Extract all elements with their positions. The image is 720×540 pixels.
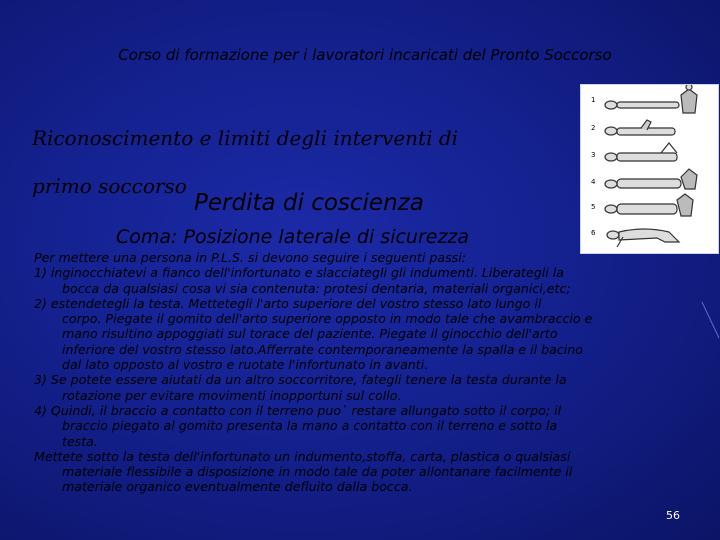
step-4-line-a: 4) Quindi, il braccio a contatto con il terreno puo` restare allungato sotto il corpo; il [34, 402, 562, 418]
step-1 [34, 265, 644, 296]
step-4 [34, 403, 644, 449]
step-2-line-b: corpo. Piegate il gomito dell'arto superiore opposto in modo tale che avambraccio e [62, 311, 593, 327]
step-2-line-a: 2) estendetegli la testa. Mettetegli l'arto superiore del vostro stesso lato lungo il [34, 295, 542, 311]
slide-title-line2: primo soccorso [32, 174, 187, 198]
final-note-line-b: materiale flessibile a disposizione in modo tale da poter allontanare facilmente il [62, 464, 573, 480]
step-label-6: 6 [591, 229, 596, 237]
figure-step-1 [605, 85, 697, 113]
step-2-line-c: mano risultino appoggiati sul torace del paziente. Piegate il ginocchio dell'arto [62, 326, 558, 342]
section-heading: Coma: Posizione laterale di sicurezza [116, 226, 470, 248]
step-label-3: 3 [591, 151, 596, 159]
slide-title-line1: Riconoscimento e limiti degli interventi di [32, 126, 459, 150]
step-3-line-a: 3) Se potete essere aiutati da un altro soccorritore, fategli tenere la testa durante la [34, 372, 567, 388]
final-note-line-a: Mettete sotto la testa dell'infortunato un indumento,stoffa, carta, plastica o qualsiasi [34, 448, 571, 464]
instructions-text [34, 250, 644, 495]
step-1-line-b: bocca da qualsiasi cosa vi sia contenuta: protesi dentaria, materiali organici,etc; [62, 280, 571, 296]
figure-step-6 [607, 229, 679, 247]
step-2-line-d: inferiore del vostro stesso lato.Afferrate contemporaneamente la spalla e il bacino [62, 341, 583, 357]
figure-step-3 [605, 143, 677, 161]
figure-step-2 [605, 120, 675, 135]
step-2 [34, 296, 644, 372]
slide-number: 56 [666, 509, 680, 522]
intro-line: Per mettere una persona in P.L.S. si devono seguire i seguenti passi: [34, 250, 466, 265]
course-header: Corso di formazione per i lavoratori incaricati del Pronto Soccorso [118, 46, 612, 64]
recovery-position-steps-drawing [581, 85, 718, 253]
step-3-line-b: rotazione per evitare movimenti inopportuni sul collo. [62, 387, 402, 403]
figure-step-4 [605, 169, 697, 189]
step-label-1: 1 [591, 96, 596, 104]
final-note [34, 449, 644, 495]
decorative-line [700, 300, 720, 340]
step-label-4: 4 [591, 178, 596, 186]
recovery-position-illustration [580, 84, 719, 254]
step-label-2: 2 [591, 124, 596, 132]
step-4-line-b: braccio piegato al gomito presenta la mano a contatto con il terreno e sotto la [62, 418, 558, 434]
figure-step-5 [605, 194, 693, 216]
step-1-line-a: 1) inginocchiatevi a fianco dell'infortunato e slacciategli gli indumenti. Liberategli la [34, 265, 564, 281]
slide-subtitle: Perdita di coscienza [194, 190, 424, 216]
step-2-line-e: dal lato opposto al vostro e ruotate l'infortunato in avanti. [62, 357, 429, 373]
final-note-line-c: materiale organico eventualmente defluito dalla bocca. [62, 479, 413, 495]
step-3 [34, 372, 644, 403]
step-label-5: 5 [591, 203, 596, 211]
step-4-line-c: testa. [62, 433, 98, 449]
